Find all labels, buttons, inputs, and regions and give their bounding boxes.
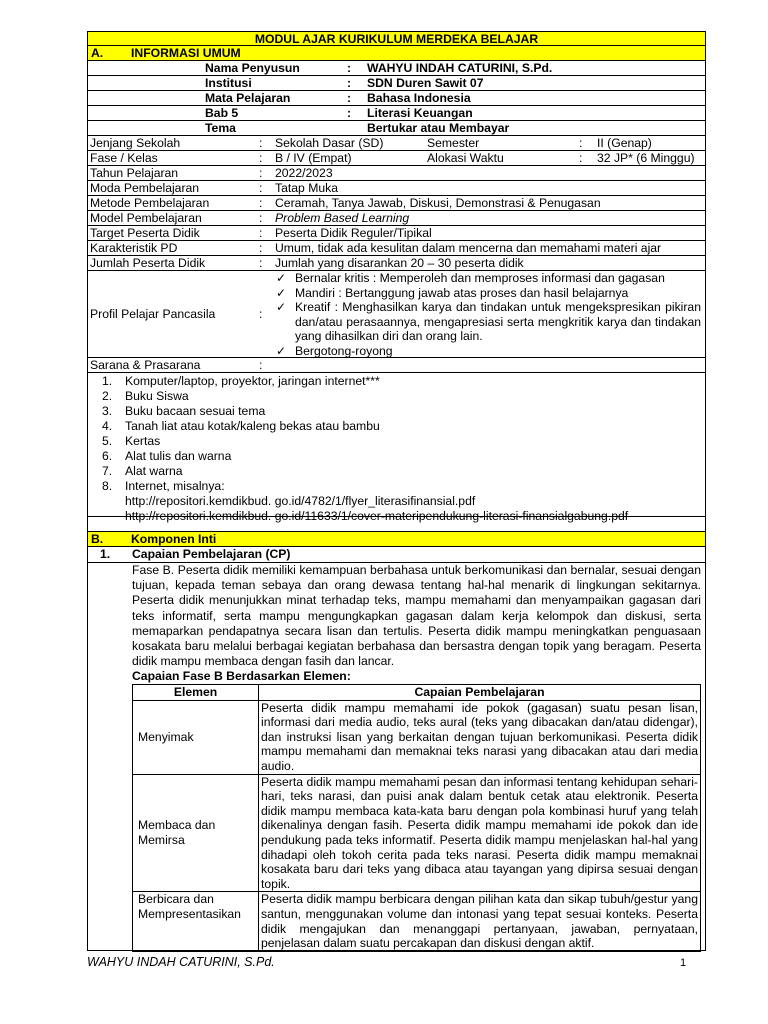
identity-colon: : <box>347 76 352 90</box>
detail-row-fase <box>87 151 706 166</box>
identity-value: Bahasa Indonesia <box>367 91 471 105</box>
detail-key: Moda Pembelajaran <box>90 181 200 195</box>
item-text: Tanah liat atau kotak/kaleng bekas atau bambu <box>125 419 380 433</box>
item-text: Buku Siswa <box>125 389 189 403</box>
profil-item-text: Bernalar kritis : Memperoleh dan memproses informasi dan gagasan <box>295 271 665 285</box>
detail-colon: : <box>259 151 263 165</box>
profil-item-text: Mandiri : Bertanggung jawab atas proses dan hasil belajarnya <box>295 285 629 300</box>
profil-item-text: Bergotong-royong <box>295 343 393 358</box>
sarana-item <box>88 449 688 464</box>
checkmark-icon: ✓ <box>276 343 287 358</box>
sarana-item <box>88 374 688 389</box>
detail-colon: : <box>259 136 263 150</box>
profil-key: Profil Pelajar Pancasila <box>90 307 216 321</box>
detail-key: Tahun Pelajaran <box>90 166 179 180</box>
checkmark-icon: ✓ <box>276 271 287 285</box>
table-row <box>133 700 701 774</box>
detail-colon: : <box>579 151 583 165</box>
detail-key: Semester <box>427 136 480 150</box>
item-number: 4. <box>102 419 113 433</box>
item-text: Alat tulis dan warna <box>125 449 232 463</box>
identity-row-subject <box>87 91 706 106</box>
cp-number: 1. <box>100 547 111 561</box>
detail-colon: : <box>259 241 263 255</box>
detail-value: Problem Based Learning <box>275 211 410 225</box>
detail-colon: : <box>259 226 263 240</box>
checkmark-icon: ✓ <box>276 300 287 314</box>
detail-key: Fase / Kelas <box>90 151 158 165</box>
detail-row <box>87 196 706 211</box>
item-number: 8. <box>102 479 113 493</box>
identity-value: Bertukar atau Membayar <box>367 121 510 135</box>
document-title: MODUL AJAR KURIKULUM MERDEKA BELAJAR <box>87 31 706 46</box>
lesson-module-document <box>87 31 706 951</box>
item-number: 6. <box>102 449 113 463</box>
detail-colon: : <box>579 136 583 150</box>
identity-colon: : <box>347 91 352 105</box>
detail-row <box>87 166 706 181</box>
identity-value: SDN Duren Sawit 07 <box>367 76 484 90</box>
sarana-item <box>88 389 688 404</box>
identity-key: Mata Pelajaran <box>205 91 291 105</box>
detail-key: Alokasi Waktu <box>427 151 504 165</box>
profil-pancasila-row <box>87 271 706 358</box>
item-number: 3. <box>102 404 113 418</box>
link-text[interactable]: http://repositori.kemdikbud. go.id/11633/1/cover-materipendukung-literasi-finansialgabung.pdf <box>125 509 629 523</box>
detail-row <box>87 241 706 256</box>
identity-row-theme <box>87 121 706 136</box>
detail-value: II (Genap) <box>597 136 652 150</box>
detail-key: Jumlah Peserta Didik <box>90 256 206 270</box>
identity-key: Institusi <box>205 76 252 90</box>
detail-row <box>87 211 706 226</box>
cp-subtitle: Capaian Fase B Berdasarkan Elemen: <box>132 669 351 683</box>
section-b-number: B. <box>91 532 104 546</box>
detail-colon: : <box>259 256 263 270</box>
section-a-number: A. <box>91 46 104 60</box>
elemen-cell: Menyimak <box>133 700 259 774</box>
identity-row-author <box>87 61 706 76</box>
item-number: 1. <box>102 374 113 388</box>
capaian-cell: Peserta didik mampu memahami pesan dan informasi tentang kehidupan sehari-hari, teks narasi, dan puisi anak dalam bentuk cetak atau elektronik. Peserta didik mampu membaca kata-kata baru dengan pola kombinasi huruf yang telah dikenalinya dengan fasih. Peserta didik mampu memahami ide pokok dan ide pendukung pada teks informatif. Peserta didik mampu menjelaskan hal-hal yang dihadapi oleh tokoh cerita pada teks narasi. Peserta didik mampu memaknai kosakata baru dari teks yang dibaca atau tayangan yang dipirsa sesuai dengan topik. <box>259 774 701 892</box>
section-a-label: INFORMASI UMUM <box>131 46 241 60</box>
sarana-item <box>88 464 688 479</box>
profil-list <box>273 271 701 358</box>
identity-colon: : <box>347 106 352 120</box>
detail-row <box>87 256 706 271</box>
profil-item <box>273 286 701 301</box>
item-text: Internet, misalnya: <box>125 479 225 493</box>
table-row <box>133 892 701 951</box>
identity-row-institution <box>87 76 706 91</box>
sarana-list-row <box>87 373 706 523</box>
section-b-label: Komponen Inti <box>131 532 217 546</box>
detail-value: Ceramah, Tanya Jawab, Diskusi, Demonstrasi & Penugasan <box>275 196 601 210</box>
identity-key: Tema <box>205 121 236 135</box>
table-header-row <box>133 685 701 701</box>
detail-colon: : <box>259 211 263 225</box>
item-text: Buku bacaan sesuai tema <box>125 404 266 418</box>
sarana-key: Sarana & Prasarana <box>90 358 201 372</box>
sarana-item <box>88 404 688 419</box>
sarana-item <box>88 434 688 449</box>
identity-key: Nama Penyusun <box>205 61 300 75</box>
detail-colon: : <box>259 166 263 180</box>
detail-value: 32 JP* (6 Minggu) <box>597 151 695 165</box>
profil-colon: : <box>259 307 263 321</box>
cp-paragraph: Fase B. Peserta didik memiliki kemampuan berbahasa untuk berkomunikasi dan bernalar, sesuai dengan tujuan, kepada teman sebaya dan orang dewasa tentang hal-hal menarik di lingkungan sekitarnya. Peserta didik menunjukkan minat terhadap teks, mampu memahami dan menyampaikan gagasan dari teks informatif, serta mampu mengungkapkan gagasan dalam kerja kelompok dan diskusi, serta memaparkan pendapatnya secara lisan dan tertulis. Peserta didik mampu meningkatkan penguasaan kosakata baru melalui berbagai kegiatan berbahasa dan bersastra dengan topik yang beragam. Peserta didik mampu membaca dengan fasih dan lancar. <box>132 563 701 669</box>
elemen-cell: Membaca dan Memirsa <box>133 774 259 892</box>
profil-item <box>273 344 701 359</box>
item-text: Alat warna <box>125 464 183 478</box>
detail-value: Tatap Muka <box>275 181 339 195</box>
table-row <box>133 774 701 892</box>
detail-colon: : <box>259 196 263 210</box>
detail-key: Jenjang Sekolah <box>90 136 181 150</box>
detail-key: Model Pembelajaran <box>90 211 202 225</box>
detail-value: Jumlah yang disarankan 20 – 30 peserta didik <box>275 256 524 270</box>
blank-row <box>87 517 706 532</box>
sarana-link[interactable] <box>88 494 688 509</box>
link-text[interactable]: http://repositori.kemdikbud. go.id/4782/1/flyer_literasifinansial.pdf <box>125 494 476 508</box>
item-number: 5. <box>102 434 113 448</box>
page-number: 1 <box>680 957 687 969</box>
sarana-item <box>88 419 688 434</box>
sarana-colon: : <box>259 358 263 372</box>
item-text: Komputer/laptop, proyektor, jaringan internet*** <box>125 374 380 388</box>
section-a-header <box>87 46 706 61</box>
detail-colon: : <box>259 181 263 195</box>
identity-row-chapter <box>87 106 706 121</box>
detail-value: Umum, tidak ada kesulitan dalam mencerna dan memahami materi ajar <box>275 241 662 255</box>
item-text: Kertas <box>125 434 161 448</box>
footer-author: WAHYU INDAH CATURINI, S.Pd. <box>87 955 275 969</box>
identity-value: Literasi Keuangan <box>367 106 473 120</box>
sarana-item <box>88 479 688 494</box>
profil-item <box>273 300 701 344</box>
checkmark-icon: ✓ <box>276 285 287 300</box>
identity-colon: : <box>347 61 352 75</box>
detail-key: Karakteristik PD <box>90 241 178 255</box>
elemen-table <box>132 684 701 952</box>
identity-key: Bab 5 <box>205 106 239 120</box>
detail-key: Metode Pembelajaran <box>90 196 210 210</box>
profil-item <box>273 271 701 286</box>
sarana-row <box>87 358 706 373</box>
cp-label: Capaian Pembelajaran (CP) <box>132 547 291 561</box>
item-number: 7. <box>102 464 113 478</box>
sarana-list <box>88 374 688 524</box>
detail-value: B / IV (Empat) <box>275 151 352 165</box>
identity-value: WAHYU INDAH CATURINI, S.Pd. <box>367 61 553 75</box>
item-number: 2. <box>102 389 113 403</box>
capaian-cell: Peserta didik mampu berbicara dengan pilihan kata dan sikap tubuh/gestur yang santun, menggunakan volume dan intonasi yang tepat sesuai konteks. Peserta didik mengajukan dan menanggapi pertanyaan, jawaban, pernyataan, penjelasan dalam suatu percakapan dan diskusi dengan aktif. <box>259 892 701 951</box>
detail-value: 2022/2023 <box>275 166 333 180</box>
detail-key: Target Peserta Didik <box>90 226 200 240</box>
detail-row <box>87 226 706 241</box>
elemen-cell: Berbicara dan Mempresentasikan <box>133 892 259 951</box>
cp-header <box>87 547 706 563</box>
section-b-header <box>87 532 706 547</box>
column-header-capaian: Capaian Pembelajaran <box>259 685 701 701</box>
profil-item-text: Kreatif : Menghasilkan karya dan tindakan untuk mengekspresikan pikiran dan/atau perasaannya, mengapresiasi serta mengkritik karya dan tindakan yang dihasilkan diri dan orang lain. <box>295 300 701 343</box>
cp-body <box>87 563 706 951</box>
detail-row <box>87 181 706 196</box>
detail-row-jenjang <box>87 136 706 151</box>
capaian-cell: Peserta didik mampu memahami ide pokok (gagasan) suatu pesan lisan, informasi dari media audio, teks aural (teks yang dibacakan dan/atau didengar), dan instruksi lisan yang berkaitan dengan tujuan berkomunikasi. Peserta didik mampu memahami dan memaknai teks narasi yang dibacakan atau dari media audio. <box>259 700 701 774</box>
detail-value: Peserta Didik Reguler/Tipikal <box>275 226 432 240</box>
column-header-elemen: Elemen <box>133 685 259 701</box>
detail-value: Sekolah Dasar (SD) <box>275 136 384 150</box>
